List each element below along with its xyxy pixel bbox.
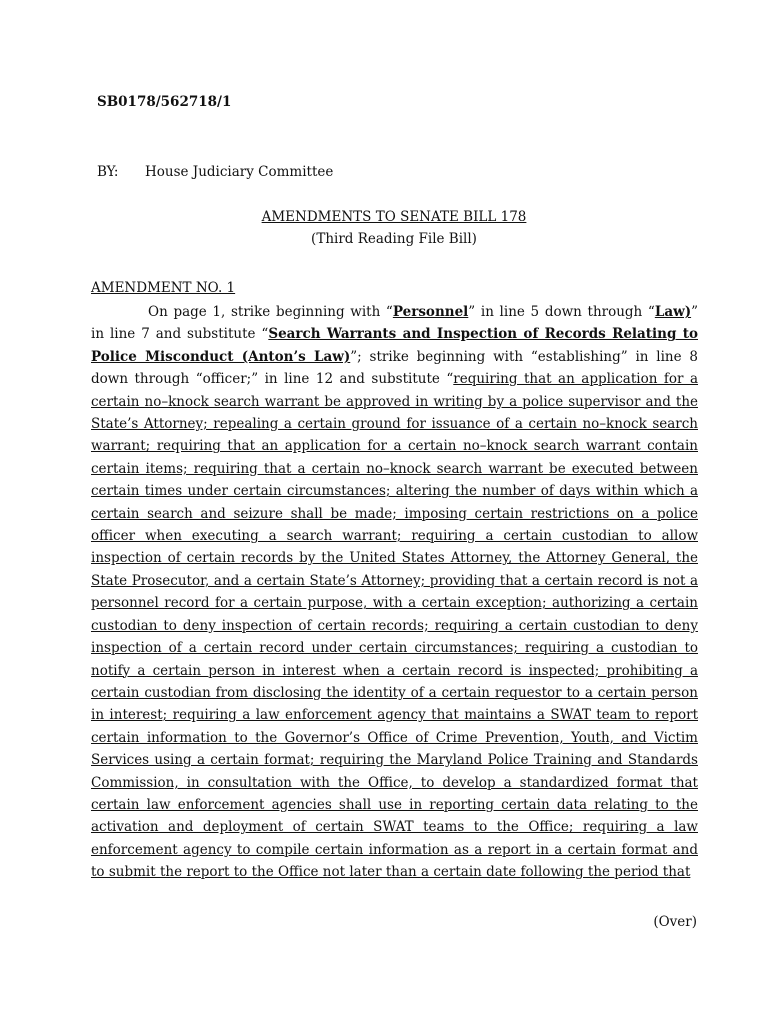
substituted-purpose-text: requiring that an application for a certain no–knock search warrant be approved in writing by a police supervisor and the State’s Attorney; repealing a certain ground for issuance of a certain no–knock search warrant; requiring that an application for a certain no–knock search warrant contain certain items; requiring that a certain no–knock search warrant be executed between certain times under certain circumstances; altering the number of days within which a certain search and seizure shall be made; imposing certain restrictions on a police officer when executing a search warrant; requiring a certain custodian to allow inspection of certain records by the United States Attorney, the Attorney General, the State Prosecutor, and a certain State’s Attorney; providing that a certain record is not a personnel record for a certain purpose, with a certain exception; authorizing a certain custodian to deny inspection of certain records; requiring a certain custodian to deny inspection of a certain record under certain circumstances; requiring a custodian to notify a certain person in interest when a certain record is inspected; prohibiting a certain custodian from disclosing the identity of a certain requestor to a certain person in interest; requiring a law enforcement agency that maintains a SWAT team to report certain information to the Governor’s Office of Crime Prevention, Youth, and Victim Services using a certain format; requiring the Maryland Police Training and Standards Commission, in consultation with the Office, to develop a standardized format that certain law enforcement agencies shall use in reporting certain data relating to the activation and deployment of certain SWAT teams to the Office; requiring a law enforcement agency to compile certain information as a report in a certain format and to submit the report to the Office not later than a certain date following the period that (91, 371, 699, 881)
body-text-1: On page 1, strike beginning with “ (148, 304, 393, 320)
amendment-number: AMENDMENT NO. 1 (91, 280, 236, 296)
body-text-2: ” in line 5 down through “ (468, 304, 655, 320)
struck-term-personnel: Personnel (392, 304, 469, 320)
document-title: AMENDMENTS TO SENATE BILL 178 (261, 209, 527, 225)
amendment-body (91, 301, 698, 884)
substituted-title: Search Warrants and Inspection of Records Relating to Police Misconduct (Anton’s Law) (91, 326, 698, 365)
document-subtitle: (Third Reading File Bill) (311, 231, 477, 247)
by-label: BY: (97, 164, 119, 180)
body-text-3: ” in line 7 and substitute “ (91, 304, 698, 343)
over-marker: (Over) (653, 914, 697, 930)
bill-id: SB0178/562718/1 (97, 94, 232, 110)
struck-term-law: Law) (654, 304, 692, 320)
body-text-4: ”; strike beginning with “establishing” in line 8 down through “officer;” in line 12 and substitute “ (91, 348, 699, 388)
sponsor-line (97, 164, 333, 180)
sponsor-name: House Judiciary Committee (145, 164, 334, 180)
